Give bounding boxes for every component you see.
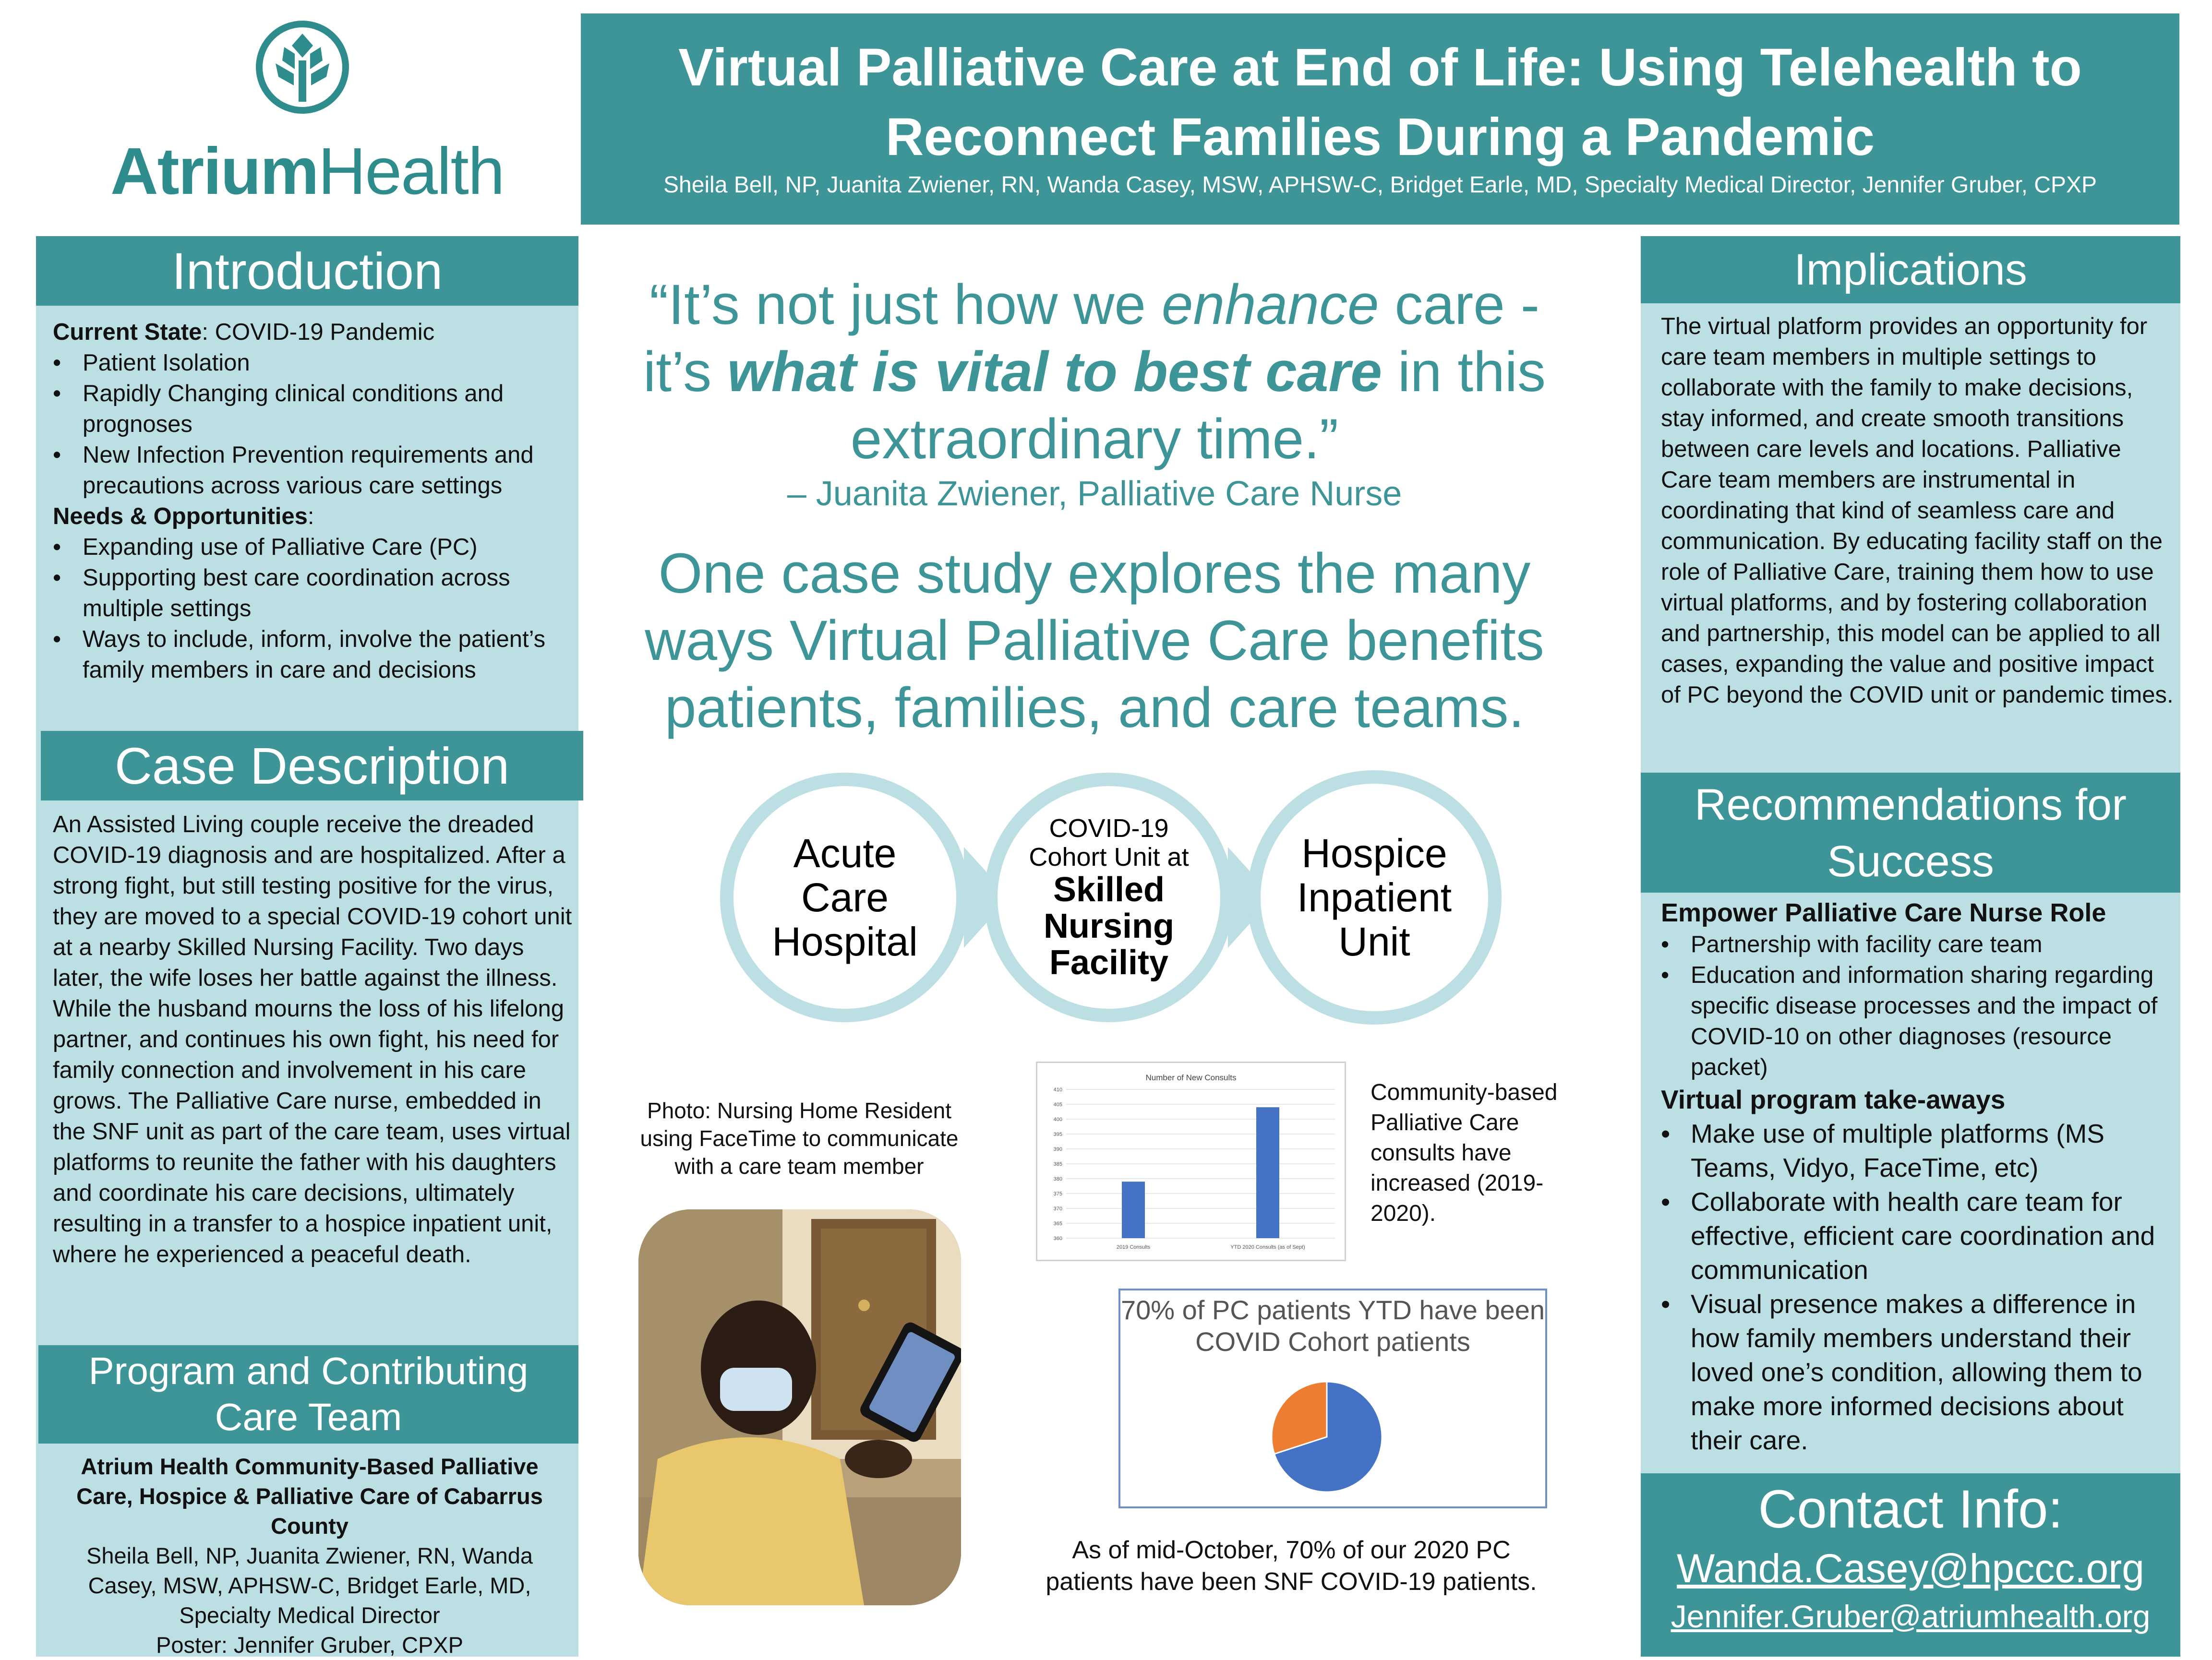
bar	[1122, 1182, 1145, 1238]
y-tick-label: 410	[1053, 1087, 1062, 1093]
nurse-quote: “It’s not just how we enhance care - it’s what is vital to best care in this extraordinary time.”	[643, 273, 1546, 471]
introduction-body: Current State: COVID-19 Pandemic • Patient Isolation • Rapidly Changing clinical conditions and prognoses • New Infection Prevention requirements and precautions across various care settings Needs & Opportunities: • Expanding use of Palliative Care (PC) • Supporting best care coordination across multiple settings • Ways to include, inform, involve the patient’s family members in care and decisions	[53, 317, 576, 685]
y-tick-label: 400	[1053, 1117, 1062, 1123]
tree-leaf-icon	[254, 19, 350, 115]
introduction-heading: Introduction	[36, 236, 578, 306]
list-item: • Collaborate with health care team for effective, efficient care coordination and communication	[1691, 1185, 2175, 1287]
recommendations-subheading: Virtual program take-aways	[1661, 1085, 2006, 1114]
case-description-heading: Case Description	[41, 731, 583, 800]
program-heading: Program and Contributing Care Team	[38, 1345, 578, 1444]
list-item: • Expanding use of Palliative Care (PC)	[83, 532, 576, 562]
flow-step-acute-care-hospital: Acute Care Hospital	[720, 773, 970, 1022]
x-tick-label: 2019 Consults	[1116, 1244, 1151, 1250]
bar	[1256, 1107, 1279, 1238]
poster-credit: Poster: Jennifer Gruber, CPXP	[156, 1632, 463, 1658]
list-item: • Visual presence makes a difference in how family members understand their loved one’s condition, allowing them to make more informed decisions about their care.	[1691, 1287, 2175, 1457]
case-description-body: An Assisted Living couple receive the dreaded COVID-19 diagnosis and are hospitalized. After a strong fight, but still testing positive for the virus, they are moved to a special COVID-19 cohort unit at a nearby Skilled Nursing Facility. Two days later, the wife loses her battle against the illness. While the husband mourns the loss of his lifelong partner, and continues his own fight, his need for family connection and involvement in his care grows. The Palliative Care nurse, embedded in the SNF unit as part of the care team, uses virtual platforms to reunite the father with his daughters and coordinate his care decisions, ultimately resulting in a transfer to a hospice inpatient unit, where he experienced a peaceful death.	[53, 812, 572, 1267]
y-tick-label: 395	[1053, 1132, 1062, 1137]
program-body	[53, 1452, 566, 1660]
new-consults-bar-chart	[1036, 1062, 1346, 1261]
implications-body: The virtual platform provides an opportunity for care team members in multiple settings to collaborate with the family to make decisions, stay informed, and create smooth transitions between care levels and locations. Palliative Care team members are instrumental in coordinating that kind of seamless care and communication. By educating facility staff on the role of Palliative Care, training them how to use virtual platforms, and by fostering collaboration and partnership, this model can be applied to all cases, expanding the value and positive impact of PC beyond the COVID unit or pandemic times.	[1661, 313, 2174, 708]
y-tick-label: 390	[1053, 1146, 1062, 1152]
chart-title: Number of New Consults	[1145, 1073, 1237, 1082]
list-item: • Make use of multiple platforms (MS Teams, Vidyo, FaceTime, etc)	[1691, 1117, 2175, 1185]
contact-heading: Contact Info:	[1758, 1479, 2063, 1539]
recommendations-body	[1661, 897, 2175, 1457]
case-study-statement: One case study explores the many ways Virtual Palliative Care benefits patients, families, and care teams.	[645, 542, 1544, 740]
author-list: Sheila Bell, NP, Juanita Zwiener, RN, Wanda Casey, MSW, APHSW-C, Bridget Earle, MD, Specialty Medical Director, Jennifer Gruber, CPXP	[663, 172, 2097, 198]
y-tick-label: 380	[1053, 1176, 1062, 1182]
y-tick-label: 405	[1053, 1102, 1062, 1108]
program-org: Atrium Health Community-Based Palliative Care, Hospice & Palliative Care of Cabarrus County	[76, 1454, 543, 1539]
pie-note: As of mid-October, 70% of our 2020 PC patients have been SNF COVID-19 patients.	[1046, 1536, 1537, 1596]
nursing-home-resident-photo	[638, 1209, 961, 1605]
list-item: • Supporting best care coordination across multiple settings	[83, 562, 576, 624]
photo-caption: Photo: Nursing Home Resident using FaceTime to communicate with a care team member	[640, 1098, 959, 1179]
bar-chart-canvas	[1037, 1063, 1345, 1260]
logo-wordmark: AtriumHealth	[110, 134, 504, 208]
quote-attribution: – Juanita Zwiener, Palliative Care Nurse	[787, 475, 1402, 513]
flow-step-skilled-nursing-facility: COVID-19 Cohort Unit at Skilled Nursing Facility	[984, 773, 1234, 1022]
pie-chart-canvas	[1269, 1379, 1384, 1494]
atrium-health-logo	[29, 14, 576, 216]
x-tick-label: YTD 2020 Consults (as of Sept)	[1230, 1244, 1305, 1250]
y-tick-label: 370	[1053, 1206, 1062, 1212]
y-tick-label: 360	[1053, 1236, 1062, 1242]
poster-title: Virtual Palliative Care at End of Life: Using Telehealth to Reconnect Families During a Pandemic	[678, 38, 2082, 167]
recommendations-heading: Recommendations for Success	[1641, 773, 2180, 893]
flow-step-hospice-inpatient-unit: Hospice Inpatient Unit	[1247, 770, 1502, 1025]
program-team: Sheila Bell, NP, Juanita Zwiener, RN, Wanda Casey, MSW, APHSW-C, Bridget Earle, MD, Specialty Medical Director	[86, 1543, 533, 1628]
implications-heading: Implications	[1641, 236, 2180, 303]
list-item: • New Infection Prevention requirements and precautions across various care settings	[83, 440, 576, 501]
pie-chart-title: 70% of PC patients YTD have been COVID Cohort patients	[1120, 1295, 1545, 1357]
list-item: • Ways to include, inform, involve the patient’s family members in care and decisions	[83, 624, 576, 685]
list-item: • Rapidly Changing clinical conditions and prognoses	[83, 378, 576, 440]
email-link-wanda[interactable]: Wanda.Casey@hpccc.org	[1677, 1546, 2144, 1591]
y-tick-label: 375	[1053, 1191, 1062, 1197]
recommendations-subheading: Empower Palliative Care Nurse Role	[1661, 898, 2106, 927]
y-tick-label: 385	[1053, 1161, 1062, 1167]
contact-panel	[1641, 1473, 2180, 1657]
covid-cohort-pie-chart	[1118, 1289, 1547, 1508]
list-item: • Partnership with facility care team	[1691, 929, 2175, 960]
y-tick-label: 365	[1053, 1221, 1062, 1227]
list-item: • Education and information sharing regarding specific disease processes and the impact of COVID-10 on other diagnoses (resource packet)	[1691, 960, 2175, 1083]
chart-note: Community-based Palliative Care consults have increased (2019-2020).	[1370, 1080, 1558, 1226]
facetime-photo-illustration	[638, 1209, 961, 1605]
email-link-jennifer[interactable]: Jennifer.Gruber@atriumhealth.org	[1671, 1599, 2151, 1634]
list-item: • Patient Isolation	[83, 347, 576, 378]
title-banner	[581, 13, 2179, 225]
